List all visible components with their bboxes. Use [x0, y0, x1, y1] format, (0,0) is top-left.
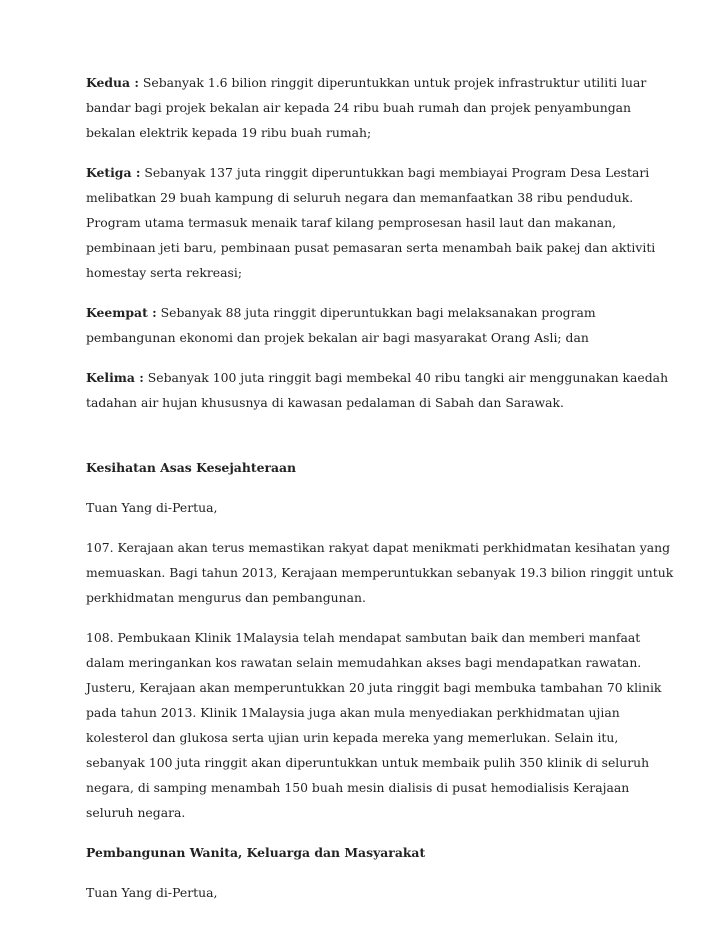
paragraph-text: Sebanyak 100 juta ringgit bagi membekal 40 ribu tangki air menggunakan kaedah tadahan air hujan khususnya di kawasan pedalaman di Sabah dan Sarawak.: [86, 370, 669, 410]
spacer: [86, 825, 676, 840]
salutation: Tuan Yang di-Pertua,: [86, 500, 218, 515]
spacer: [86, 415, 676, 455]
salutation: Tuan Yang di-Pertua,: [86, 885, 218, 900]
spacer: [86, 350, 676, 365]
spacer: [86, 520, 676, 535]
paragraph-text: Sebanyak 137 juta ringgit diperuntukkan bagi membiayai Program Desa Lestari melibatkan 29 buah kampung di seluruh negara dan memanfaatkan 38 ribu penduduk. Program utama termasuk menaik taraf kilang pemprosesan hasil laut dan makanan, pembinaan jeti baru, pembinaan pusat pemasaran serta menambah baik pakej dan aktiviti homestay serta rekreasi;: [86, 165, 656, 280]
paragraph-label: Keempat :: [86, 305, 157, 320]
section-heading-pembangunan-wanita: Pembangunan Wanita, Keluarga dan Masyarakat: [86, 845, 426, 860]
paragraph-kedua: [86, 70, 676, 145]
spacer: [86, 610, 676, 625]
paragraph-label: Kedua :: [86, 75, 139, 90]
paragraph-108: 108. Pembukaan Klinik 1Malaysia telah mendapat sambutan baik dan memberi manfaat dalam meringankan kos rawatan selain memudahkan akses bagi mendapatkan rawatan. Justeru, Kerajaan akan memperuntukkan 20 juta ringgit bagi membuka tambahan 70 klinik pada tahun 2013. Klinik 1Malaysia juga akan mula menyediakan perkhidmatan ujian kolesterol dan glukosa serta ujian urin kepada mereka yang memerlukan. Selain itu, sebanyak 100 juta ringgit akan diperuntukkan untuk membaik pulih 350 klinik di seluruh negara, di samping menambah 150 buah mesin dialisis di pusat hemodialisis Kerajaan seluruh negara.: [86, 630, 662, 820]
paragraph-keempat: [86, 300, 676, 350]
paragraph-107: 107. Kerajaan akan terus memastikan rakyat dapat menikmati perkhidmatan kesihatan yang memuaskan. Bagi tahun 2013, Kerajaan memperuntukkan sebanyak 19.3 bilion ringgit untuk perkhidmatan mengurus dan pembangunan.: [86, 540, 674, 605]
document-page: [86, 70, 676, 905]
spacer: [86, 480, 676, 495]
spacer: [86, 285, 676, 300]
spacer: [86, 145, 676, 160]
paragraph-label: Ketiga :: [86, 165, 141, 180]
paragraph-ketiga: [86, 160, 676, 285]
paragraph-text: Sebanyak 1.6 bilion ringgit diperuntukkan untuk projek infrastruktur utiliti luar bandar bagi projek bekalan air kepada 24 ribu buah rumah dan projek penyambungan bekalan elektrik kepada 19 ribu buah rumah;: [86, 75, 647, 140]
spacer: [86, 865, 676, 880]
paragraph-label: Kelima :: [86, 370, 144, 385]
paragraph-text: Sebanyak 88 juta ringgit diperuntukkan bagi melaksanakan program pembangunan ekonomi dan projek bekalan air bagi masyarakat Orang Asli; dan: [86, 305, 596, 345]
paragraph-kelima: [86, 365, 676, 415]
section-heading-kesihatan: Kesihatan Asas Kesejahteraan: [86, 460, 297, 475]
